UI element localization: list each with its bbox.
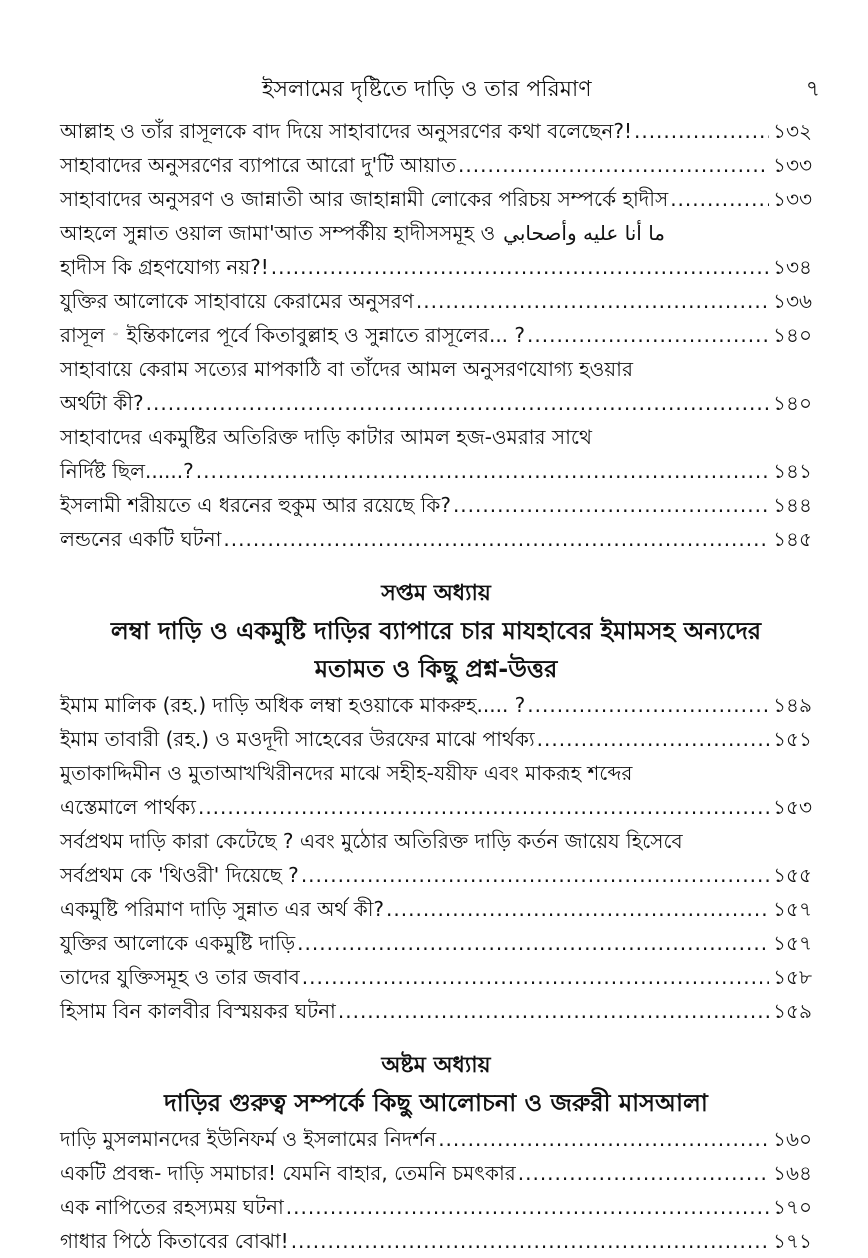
toc-entry[interactable] — [60, 756, 812, 824]
dot-leader — [527, 318, 769, 352]
dot-leader — [301, 858, 769, 892]
dot-leader — [386, 892, 769, 926]
chapter-heading — [60, 576, 812, 688]
toc-entry-page: ১৩২ — [773, 119, 812, 143]
toc-entry-page: ১৬৪ — [773, 1161, 812, 1185]
page-number: ৭ — [805, 77, 820, 102]
toc-entry-page: ১৩৩ — [773, 153, 812, 177]
running-head — [0, 72, 868, 104]
dot-leader — [338, 994, 769, 1028]
toc-entry-page: ১৪১ — [773, 459, 812, 483]
toc-entry-title: সাহাবাদের অনুসরণ ও জান্নাতী আর জাহান্নামী লোকের পরিচয় সম্পর্কে হাদীস — [60, 187, 669, 211]
toc-entry[interactable] — [60, 522, 812, 556]
toc-entry[interactable] — [60, 352, 812, 420]
chapter-label: অষ্টম অধ্যায় — [381, 1053, 491, 1078]
dot-leader — [527, 688, 769, 722]
toc-entry-title: একমুষ্টি পরিমাণ দাড়ি সুন্নাত এর অর্থ কী? — [60, 897, 385, 921]
toc-entry-page: ১৫১ — [773, 727, 812, 751]
toc-entry-page: ১৫৯ — [773, 999, 812, 1023]
toc-entry-page: ১৭০ — [773, 1195, 812, 1219]
toc-entry-title: ইমাম মালিক (রহ.) দাড়ি অধিক লম্বা হওয়াকে মাকরুহ..... ? — [60, 693, 526, 717]
toc-entry[interactable] — [60, 182, 812, 216]
toc-entry-title-continued: সর্বপ্রথম কে 'থিওরী' দিয়েছে ? — [60, 863, 299, 887]
toc-entry[interactable] — [60, 688, 812, 722]
chapter-title: দাড়ির গুরুত্ব সম্পর্কে কিছু আলোচনা ও জরুরী মাসআলা — [164, 1089, 708, 1117]
toc-entry-page: ১৫৭ — [773, 897, 812, 921]
toc-entry-title: ইমাম তাবারী (রহ.) ও মওদূদী সাহেবের উরফের মাঝে পার্থক্য — [60, 727, 535, 751]
toc-entry[interactable] — [60, 1122, 812, 1156]
toc-entry-title: যুক্তির আলোকে সাহাবায়ে কেরামের অনুসরণ — [60, 289, 414, 313]
dot-leader — [271, 250, 769, 284]
toc-entry-title: সাহাবায়ে কেরাম সত্যের মাপকাঠি বা তাঁদের আমল অনুসরণযোগ্য হওয়ার — [60, 357, 633, 381]
dot-leader — [198, 790, 769, 824]
toc-entry-title: হিসাম বিন কালবীর বিস্ময়কর ঘটনা — [60, 999, 336, 1023]
toc-entry-title: সর্বপ্রথম দাড়ি কারা কেটেছে ? এবং মুঠোর অতিরিক্ত দাড়ি কর্তন জায়েয হিসেবে — [60, 829, 683, 853]
toc-entry-title: এক নাপিতের রহস্যময় ঘটনা — [60, 1195, 284, 1219]
toc-entry-title: তাদের যুক্তিসমূহ ও তার জবাব — [60, 965, 300, 989]
dot-leader — [453, 488, 769, 522]
toc-entry-page: ১৭১ — [773, 1229, 812, 1253]
dot-leader — [302, 960, 769, 994]
arabic-phrase: ما أنا عليه وأصحابي — [503, 221, 666, 245]
toc-entry-page: ১৩৩ — [773, 187, 812, 211]
toc-entry-page: ১৫৭ — [773, 931, 812, 955]
toc-entry[interactable] — [60, 420, 812, 488]
chapter-label: সপ্তম অধ্যায় — [381, 581, 491, 606]
toc-entry-title-continued: নির্দিষ্ট ছিল......? — [60, 459, 194, 483]
toc-entry-page: ১৩৪ — [773, 255, 812, 279]
chapter-heading — [60, 1048, 812, 1122]
toc-entry-title: আল্লাহ ও তাঁর রাসূলকে বাদ দিয়ে সাহাবাদের অনুসরণের কথা বলেছেন?! — [60, 119, 632, 143]
toc-entry[interactable] — [60, 824, 812, 892]
toc-entry-page: ১৪৪ — [773, 493, 812, 517]
toc-entry[interactable] — [60, 926, 812, 960]
toc-entry[interactable] — [60, 960, 812, 994]
toc-entry-title: রাসূল — [60, 323, 105, 347]
toc-entry[interactable] — [60, 216, 812, 284]
toc-entry[interactable] — [60, 114, 812, 148]
toc-entry-title: যুক্তির আলোকে একমুষ্টি দাড়ি — [60, 931, 296, 955]
toc-entry-page: ১৩৬ — [773, 289, 812, 313]
toc-entry-page: ১৪৯ — [773, 693, 812, 717]
chapter-title: লম্বা দাড়ি ও একমুষ্টি দাড়ির ব্যাপারে চার মাযহাবের ইমামসহ অন্যদের — [110, 617, 762, 645]
dot-leader — [537, 722, 769, 756]
toc-entry[interactable] — [60, 994, 812, 1028]
dot-leader — [416, 284, 769, 318]
toc-entry-title-continued: হাদীস কি গ্রহণযোগ্য নয়?! — [60, 255, 269, 279]
toc-entry-page: ১৫৮ — [773, 965, 812, 989]
chapter-title-continued: মতামত ও কিছু প্রশ্ন-উত্তর — [314, 655, 558, 683]
toc-entry[interactable] — [60, 1156, 812, 1190]
toc-entry-title: আহলে সুন্নাত ওয়াল জামা'আত সম্পর্কীয় হাদীসসমূহ ও — [60, 221, 496, 245]
toc-entry[interactable] — [60, 318, 812, 352]
dot-leader — [286, 1190, 769, 1224]
running-title: ইসলামের দৃষ্টিতে দাড়ি ও তার পরিমাণ — [262, 77, 592, 102]
toc-entry-title: সাহাবাদের একমুষ্টির অতিরিক্ত দাড়ি কাটার আমল হজ-ওমরার সাথে — [60, 425, 592, 449]
toc-entry[interactable] — [60, 1224, 812, 1258]
toc-entry-title: ইসলামী শরীয়তে এ ধরনের হুকুম আর রয়েছে কি? — [60, 493, 451, 517]
toc-entry-page: ১৬০ — [773, 1127, 812, 1151]
toc-entry-page: ১৪৫ — [773, 527, 812, 551]
toc-entry[interactable] — [60, 1190, 812, 1224]
toc-entry-title: লন্ডনের একটি ঘটনা — [60, 527, 222, 551]
toc-entry-page: ১৫৩ — [773, 795, 812, 819]
toc-entry-page: ১৪০ — [773, 391, 812, 415]
dot-leader — [291, 1224, 769, 1258]
dot-leader — [196, 454, 769, 488]
toc-entry[interactable] — [60, 722, 812, 756]
toc-entry-title: গাধার পিঠে কিতাবের বোঝা! — [60, 1229, 289, 1253]
toc-entry[interactable] — [60, 892, 812, 926]
toc-entry-title: মুতাকাদ্দিমীন ও মুতাআখখিরীনদের মাঝে সহীহ-যয়ীফ এবং মাকরূহ শব্দের — [60, 761, 633, 785]
toc-entry[interactable] — [60, 488, 812, 522]
toc-entry-title: দাড়ি মুসলমানদের ইউনিফর্ম ও ইসলামের নিদর্শন — [60, 1127, 437, 1151]
toc-entry-page: ১৪০ — [773, 323, 812, 347]
dot-leader — [223, 522, 769, 556]
dot-leader — [634, 114, 769, 148]
toc-entry-page: ১৫৫ — [773, 863, 812, 887]
dot-leader — [297, 926, 769, 960]
toc-entry-title-continued: অর্থটা কী? — [60, 391, 144, 415]
toc-entry[interactable] — [60, 148, 812, 182]
toc-entry-title-continued: এস্তেমালে পার্থক্য — [60, 795, 196, 819]
salawat-seal-icon — [113, 326, 119, 342]
dot-leader — [458, 148, 769, 182]
toc-entry-title: সাহাবাদের অনুসরণের ব্যাপারে আরো দু'টি আয়াত — [60, 153, 457, 177]
toc-entry[interactable] — [60, 284, 812, 318]
toc-entry-title: একটি প্রবন্ধ- দাড়ি সমাচার! যেমনি বাহার, তেমনি চমৎকার — [60, 1161, 516, 1185]
dot-leader — [438, 1122, 769, 1156]
table-of-contents — [60, 114, 812, 1258]
dot-leader — [670, 182, 769, 216]
toc-entry-title-continued: ইন্তিকালের পূর্বে কিতাবুল্লাহ ও সুন্নাতে রাসূলের... ? — [126, 323, 526, 347]
dot-leader — [518, 1156, 769, 1190]
dot-leader — [146, 386, 769, 420]
